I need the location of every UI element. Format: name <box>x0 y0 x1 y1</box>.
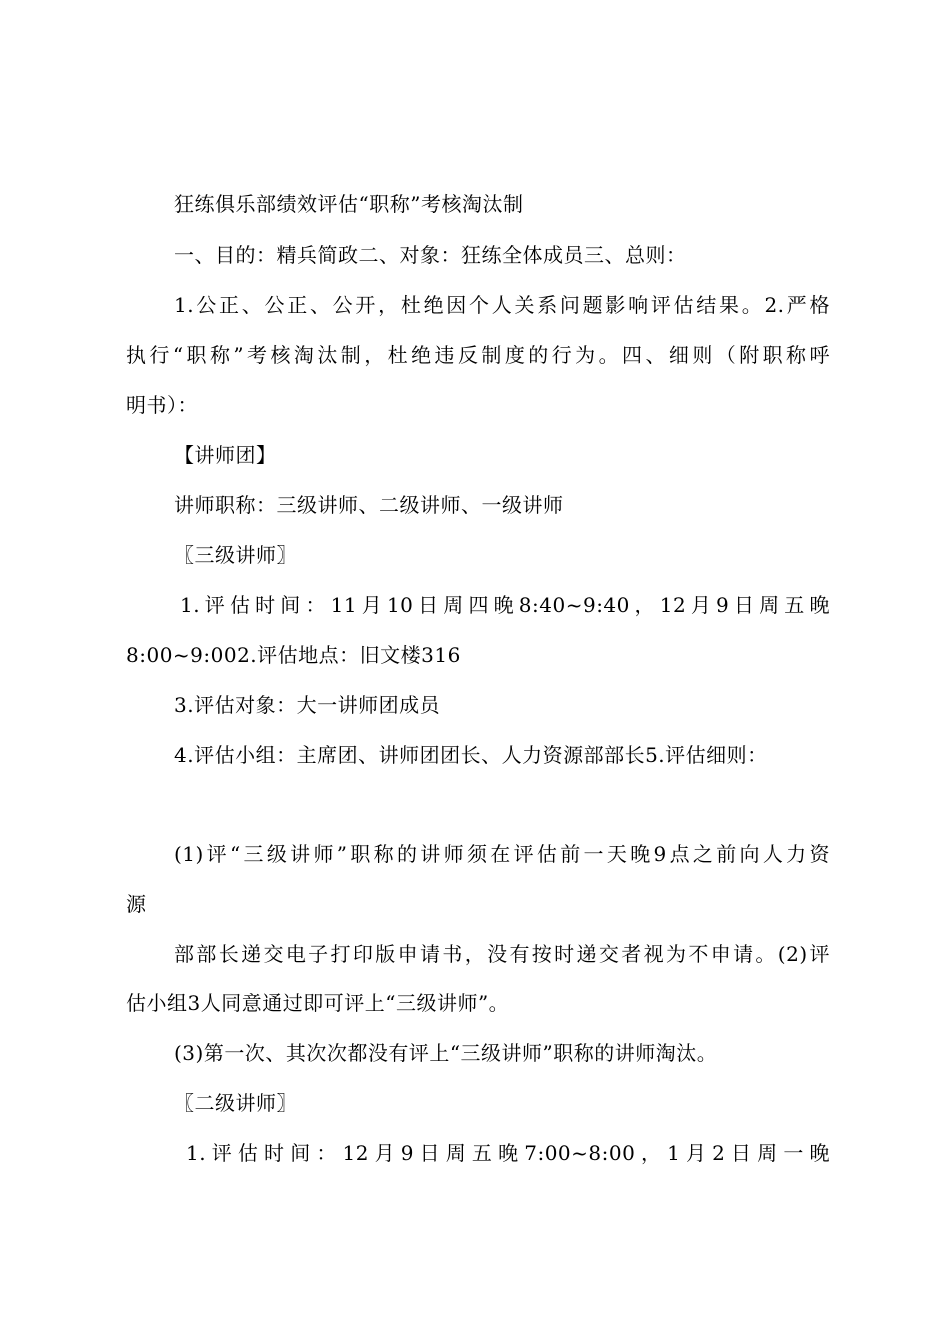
document-title: 狂练俱乐部绩效评估“职称”考核淘汰制 <box>174 192 524 216</box>
text-line: (3)第一次、其次次都没有评上“三级讲师”职称的讲师淘汰。 <box>174 1041 718 1065</box>
text-line: 一、目的：精兵简政二、对象：狂练全体成员三、总则： <box>174 243 687 267</box>
section-heading: 【讲师团】 <box>174 443 277 467</box>
text-line: (1)评“三级讲师”职称的讲师须在评估前一天晚9点之前向人力资 <box>174 842 830 866</box>
text-line: 4.评估小组：主席团、讲师团团长、人力资源部部长5.评估细则： <box>174 743 768 767</box>
text-line: 1.公正、公正、公开，杜绝因个人关系问题影响评估结果。2.严格 <box>174 293 830 317</box>
text-line: 估小组3人同意通过即可评上“三级讲师”。 <box>126 991 510 1015</box>
text-line: 讲师职称：三级讲师、二级讲师、一级讲师 <box>174 493 564 517</box>
text-line: 1.评估时间：12月9日周五晚7:00~8:00，1月2日周一晚 <box>186 1141 830 1165</box>
text-line: 源 <box>126 892 147 916</box>
text-line: 1.评估时间：11月10日周四晚8:40~9:40，12月9日周五晚 <box>180 593 830 617</box>
text-line: 8:00~9:002.评估地点：旧文楼316 <box>126 643 461 667</box>
text-line: 部部长递交电子打印版申请书，没有按时递交者视为不申请。(2)评 <box>174 942 830 966</box>
text-line: 明书）： <box>126 393 198 417</box>
subsection-heading: 〖二级讲师〗 <box>174 1091 297 1115</box>
subsection-heading: 〖三级讲师〗 <box>174 543 297 567</box>
text-line: 执行“职称”考核淘汰制，杜绝违反制度的行为。四、细则（附职称呼 <box>126 343 830 367</box>
text-line: 3.评估对象：大一讲师团成员 <box>174 693 441 717</box>
